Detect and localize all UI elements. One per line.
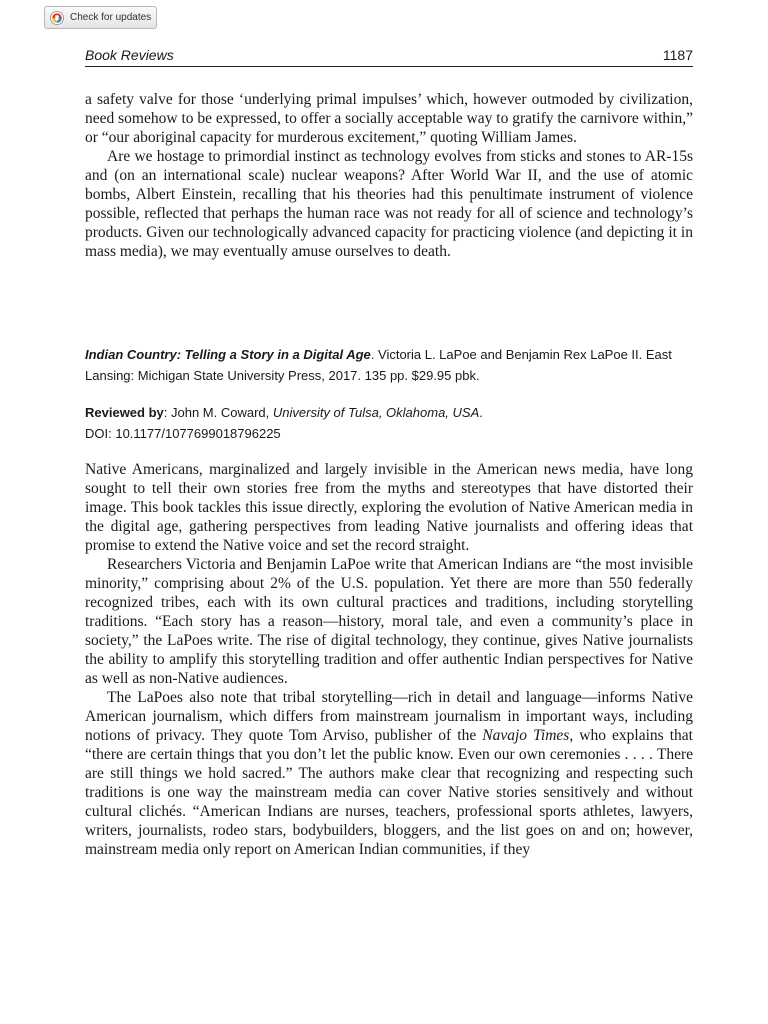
- check-for-updates-label: Check for updates: [70, 12, 152, 23]
- reviewer-name: : John M. Coward,: [163, 405, 273, 420]
- running-head: [85, 44, 693, 67]
- reviewed-by-label: Reviewed by: [85, 405, 164, 420]
- paragraph: a safety valve for those ‘underlying primal impulses’ which, however outmoded by civilization, need somehow to be expressed, to offer a socially acceptable way to gratify the carnivore within,” or “our aboriginal capacity for murderous excitement,” quoting William James.: [85, 91, 693, 146]
- book-citation: [85, 344, 693, 386]
- reviewer-info: [85, 402, 693, 444]
- page-number: 1187: [662, 47, 693, 63]
- book-title: Indian Country: Telling a Story in a Digital Age: [85, 347, 371, 362]
- paragraph: Are we hostage to primordial instinct as technology evolves from sticks and stones to AR-15s and (on an international scale) nuclear weapons? After World War II, and the use of atomic bombs, Albert Einstein, recalling that his theories had this penultimate instrument of violence possible, reflected that perhaps the human race was not ready for all of science and technology’s products. Given our technologically advanced capacity for practicing violence (and depicting it in mass media), we may eventually amuse ourselves to death.: [85, 148, 693, 260]
- reviewer-affiliation: University of Tulsa, Oklahoma, USA: [272, 405, 480, 420]
- paragraph: Researchers Victoria and Benjamin LaPoe write that American Indians are “the most invisible minority,” comprising about 2% of the U.S. population. Yet there are more than 550 federally recognized tribes, each with its own cultural practices and traditions, including storytelling traditions. “Each story has a reason—history, moral tale, and even a community’s place in society,” the LaPoes write. The rise of digital technology, they continue, gives Native journalists the ability to amplify this storytelling tradition and offer authentic Indian perspectives for Native as well as non-Native audiences.: [85, 556, 693, 687]
- section-title: Book Reviews: [85, 47, 174, 63]
- previous-review-continuation: [85, 90, 693, 261]
- paragraph-part: , who explains that “there are certain things that you don’t let the public know. Even our own ceremonies . . . . There are still things we hold sacred.” The authors make clear that recognizing and respecting such traditions is one way the mainstream media can cover Native stories sensitively and without cultural clichés. “American Indians are nurses, teachers, professional sports athletes, lawyers, writers, journalists, rodeo stars, bodybuilders, bloggers, and the list goes on and on; however, mainstream media only report on American Indian communities, if they: [85, 727, 693, 858]
- crossmark-icon: [50, 11, 64, 25]
- review-body: [85, 460, 693, 859]
- affiliation-end: .: [479, 405, 483, 420]
- paragraph: [85, 688, 693, 859]
- newspaper-title: Navajo Times: [482, 727, 570, 744]
- check-for-updates-button[interactable]: [44, 6, 157, 29]
- paragraph-part: The LaPoes also note that tribal storytelling—rich in detail and language—informs Native American journalism, which differs from mainstream journalism in important ways, including notions of privacy. They quote Tom Arviso, publisher of the: [85, 689, 693, 744]
- paragraph: Native Americans, marginalized and largely invisible in the American news media, have long sought to tell their own stories free from the myths and stereotypes that have distorted their image. This book tackles this issue directly, exploring the evolution of Native American media in the digital age, gathering perspectives from leading Native journalists and offering ideas that promise to extend the Native voice and set the record straight.: [85, 461, 693, 554]
- doi: DOI: 10.1177/1077699018796225: [85, 426, 281, 441]
- book-details: . Victoria L. LaPoe and Benjamin Rex LaPoe II. East Lansing: Michigan State University Press, 2017. 135 pp. $29.95 pbk.: [85, 347, 672, 383]
